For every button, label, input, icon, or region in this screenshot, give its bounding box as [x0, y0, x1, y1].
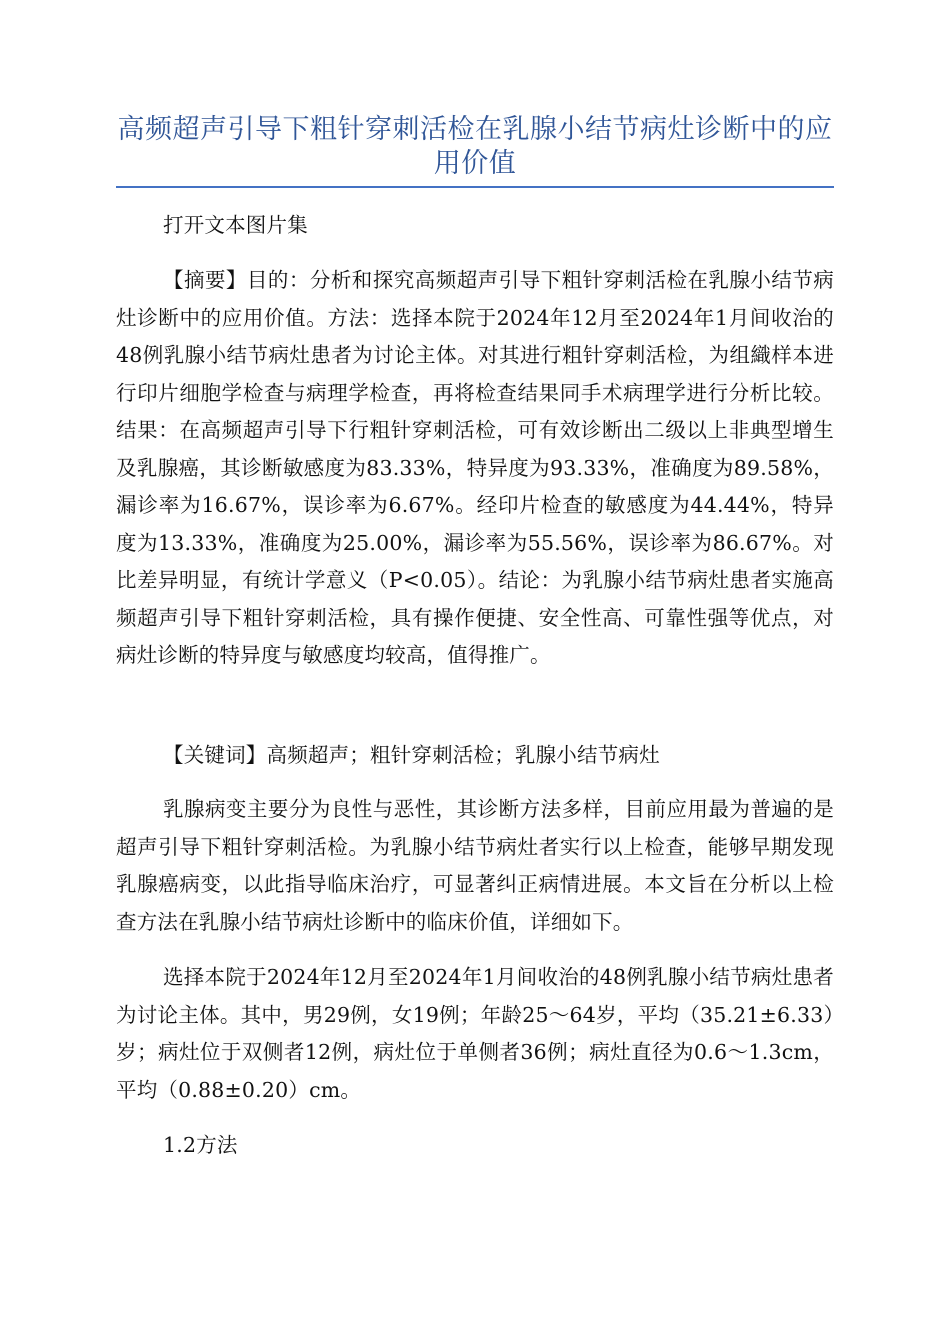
- abstract-paragraph: [116, 262, 834, 675]
- abstract-label: 【摘要】: [163, 268, 247, 292]
- abstract-text: 目的：分析和探究高频超声引导下粗针穿刺活检在乳腺小结节病灶诊断中的应用价值。方法：选择本院于2024年12月至2024年1月间收治的48例乳腺小结节病灶患者为讨论主体。对其进行粗针穿刺活检，为组織样本进行印片细胞学检查与病理学检查，再将检查结果同手术病理学进行分析比较。结果：在高频超声引导下行粗针穿刺活检，可有效诊断出二级以上非典型增生及乳腺癌，其诊断敏感度为83.33%，特异度为93.33%，准确度为89.58%，漏诊率为16.67%，误诊率为6.67%。经印片检查的敏感度为44.44%，特异度为13.33%，准确度为25.00%，漏诊率为55.56%，误诊率为86.67%。对比差异明显，有统计学意义（P<0.05）。结论：为乳腺小结节病灶患者实施高频超声引导下粗针穿刺活检，具有操作便捷、安全性高、可靠性强等优点，对病灶诊断的特异度与敏感度均较高，值得推广。: [116, 268, 834, 667]
- keywords-label: 【关键词】: [163, 743, 267, 767]
- intro-paragraph: 乳腺病变主要分为良性与恶性，其诊断方法多样，目前应用最为普遍的是超声引导下粗针穿刺活检。为乳腺小结节病灶者实行以上检查，能够早期发现乳腺癌病变，以此指导临床治疗，可显著纠正病情进展。本文旨在分析以上检查方法在乳腺小结节病灶诊断中的临床价值，详细如下。: [116, 797, 834, 934]
- document-title: 高频超声引导下粗针穿刺活检在乳腺小结节病灶诊断中的应用价值: [117, 114, 833, 179]
- open-gallery-link[interactable]: [116, 207, 834, 245]
- keywords-paragraph: [116, 737, 834, 775]
- open-gallery-text[interactable]: 打开文本图片集: [163, 213, 308, 237]
- title-underline: [116, 186, 834, 188]
- section-heading: 1.2方法: [163, 1133, 238, 1157]
- subjects-paragraph: 选择本院于2024年12月至2024年1月间收治的48例乳腺小结节病灶患者为讨论主体。其中，男29例，女19例；年龄25～64岁，平均（35.21±6.33）岁；病灶位于双侧者12例，病灶位于单侧者36例；病灶直径为0.6～1.3cm，平均（0.88±0.20）cm。: [116, 965, 834, 1102]
- keywords-text: 高频超声；粗针穿刺活检；乳腺小结节病灶: [266, 743, 660, 767]
